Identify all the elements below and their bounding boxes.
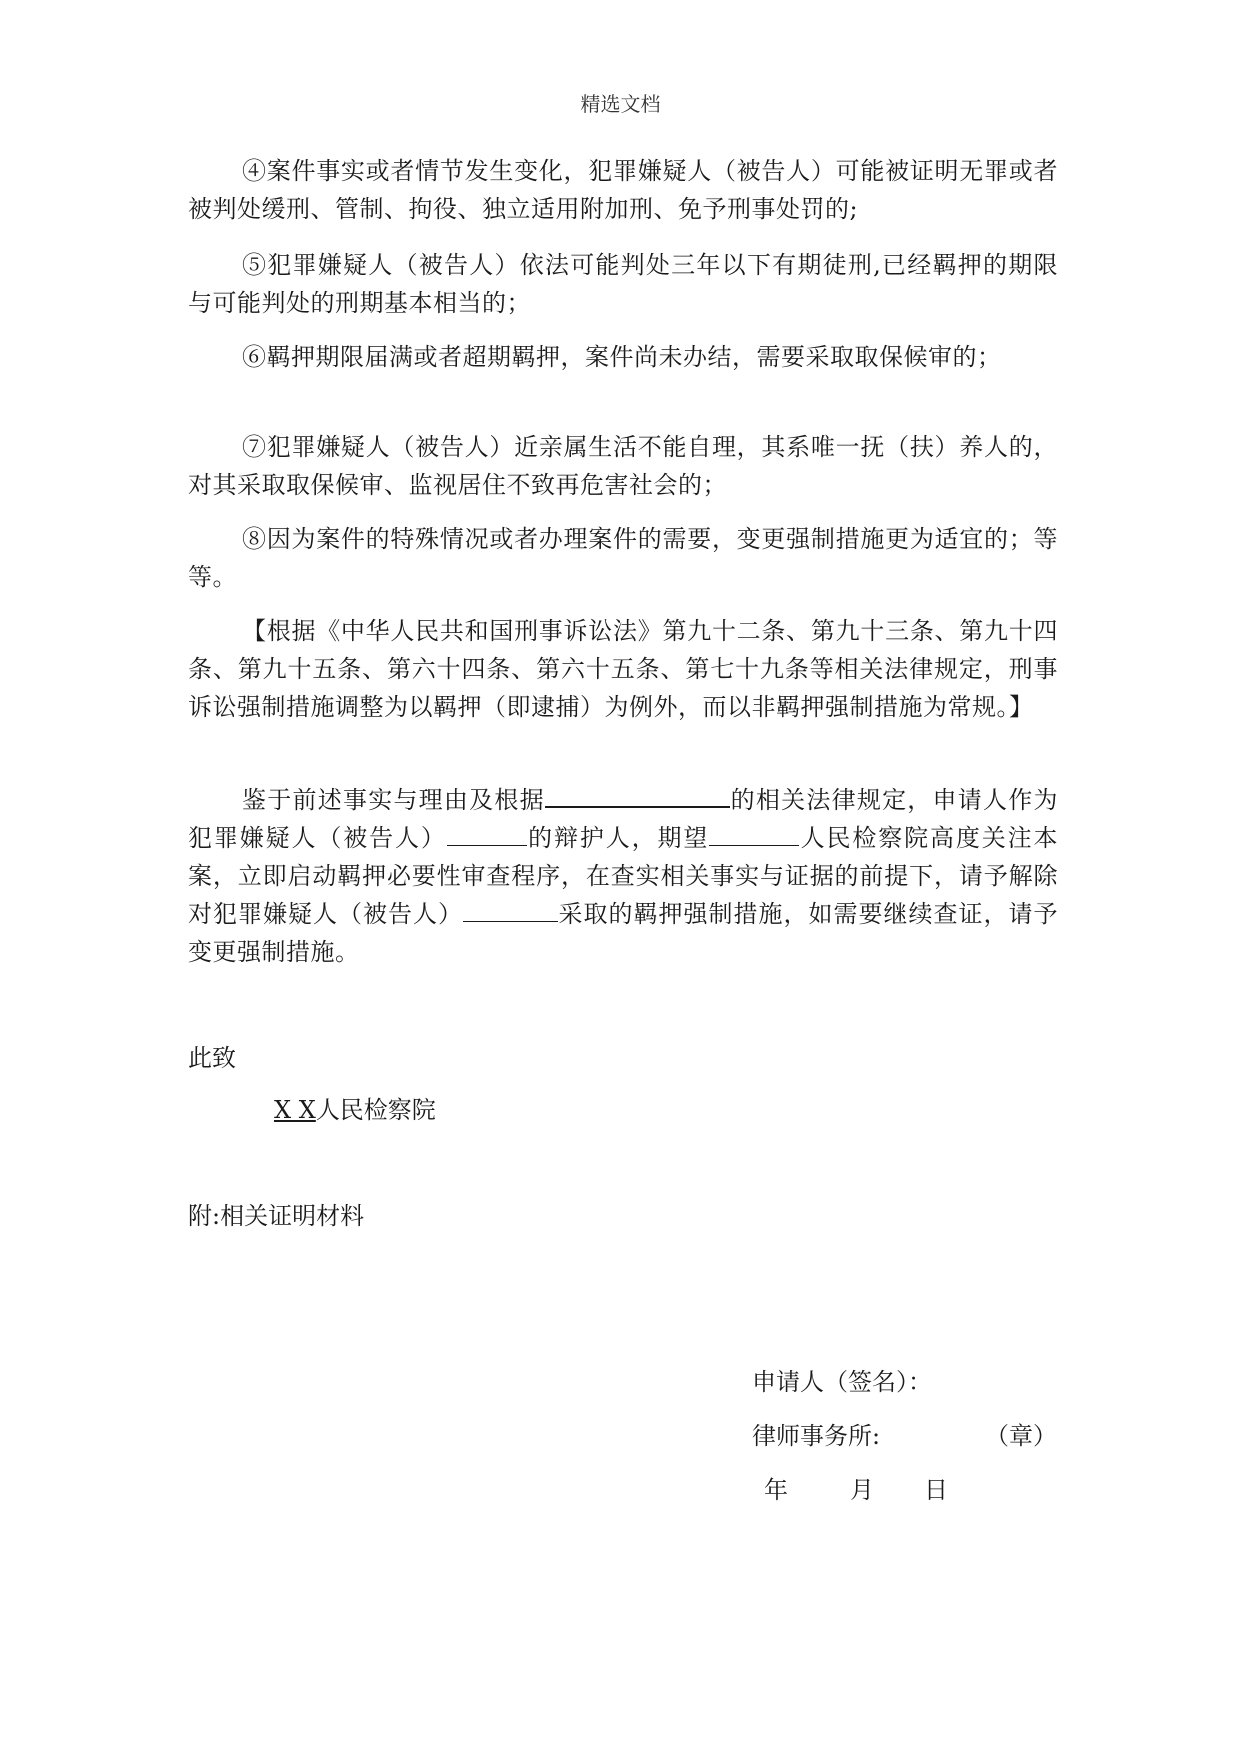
- request-text-3: 的辩护人，期望: [526, 824, 710, 852]
- salutation: 此致: [188, 1044, 236, 1072]
- recipient: [274, 1090, 436, 1125]
- seal-label: （章）: [985, 1422, 1057, 1450]
- request-text-1: 鉴于前述事实与理由及根据: [242, 786, 545, 814]
- blank-suspect-name-2: [463, 895, 558, 922]
- law-firm-label: 律师事务所:: [752, 1422, 881, 1450]
- request-text-4: 人民检察院高度关注本案，立即启动羁押必要性审查程序，在查实相关事实与证据的前提下，请予解除对犯罪嫌疑人（被告人）: [188, 824, 1058, 928]
- date-day: 日: [924, 1476, 948, 1504]
- recipient-suffix: 人民检察院: [315, 1096, 436, 1124]
- blank-law-basis: [545, 780, 730, 808]
- applicant-signature: 申请人（签名）：: [752, 1368, 932, 1396]
- request-text-5: 采取的羁押强制措施，如需要继续查证，请予变更强制措施。: [188, 900, 1058, 966]
- item-7: ⑦犯罪嫌疑人（被告人）近亲属生活不能自理，其系唯一抚（扶）养人的，对其采取取保候审、监视居住不致再危害社会的；: [188, 433, 1058, 499]
- item-6: ⑥羁押期限届满或者超期羁押，案件尚未办结，需要采取取保候审的；: [242, 343, 1002, 371]
- item-5: ⑤犯罪嫌疑人（被告人）依法可能判处三年以下有期徒刑,已经羁押的期限与可能判处的刑期基本相当的；: [188, 251, 1058, 317]
- request-text-2: 的相关法律规定，申请人作为犯罪嫌疑人（被告人）: [188, 786, 1059, 852]
- attachment-note: 附:相关证明材料: [188, 1202, 365, 1230]
- item-4: ④案件事实或者情节发生变化，犯罪嫌疑人（被告人）可能被证明无罪或者被判处缓刑、管制、拘役、独立适用附加刑、免予刑事处罚的;: [188, 157, 1058, 223]
- date-month: 月: [850, 1476, 874, 1504]
- date-year: 年: [764, 1476, 788, 1504]
- page-header: 精选文档: [580, 92, 661, 116]
- recipient-prefix: X X: [274, 1096, 316, 1124]
- item-8: ⑧因为案件的特殊情况或者办理案件的需要，变更强制措施更为适宜的；等等。: [188, 525, 1058, 591]
- blank-suspect-name: [447, 819, 527, 846]
- request-paragraph: [188, 780, 1058, 971]
- law-note: 【根据《中华人民共和国刑事诉讼法》第九十二条、第九十三条、第九十四条、第九十五条、第六十四条、第六十五条、第七十九条等相关法律规定，刑事诉讼强制措施调整为以羁押（即逮捕）为例外，而以非羁押强制措施为常规。】: [188, 617, 1058, 721]
- blank-procuratorate: [709, 819, 799, 846]
